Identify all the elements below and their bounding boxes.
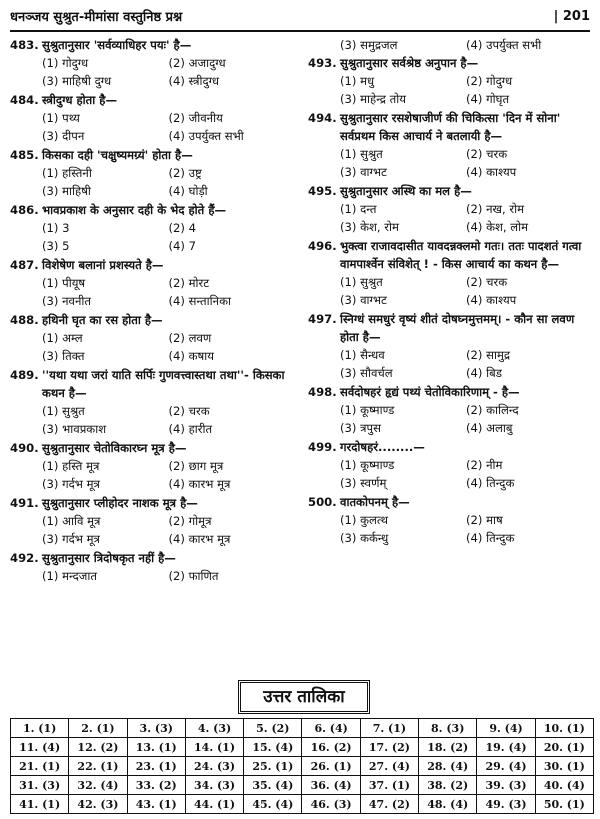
option: (1) दन्त [340, 202, 377, 216]
options-grid [10, 54, 295, 90]
question-text: गरदोषहरं........— [340, 440, 425, 454]
header-rule [10, 30, 590, 32]
answer-cell: 45. (4) [244, 795, 302, 814]
options-grid [308, 145, 592, 181]
page-number: | 201 [553, 8, 590, 24]
option: (2) फाणित [168, 569, 219, 583]
question-stem [10, 91, 295, 109]
question-stem [308, 383, 592, 401]
question-item [308, 54, 592, 108]
option: (1) मन्दजात [42, 569, 97, 583]
question-item [308, 237, 592, 309]
option: (3) समुद्रजल [340, 38, 398, 52]
option: (3) केश, रोम [340, 220, 399, 234]
question-item [10, 256, 295, 310]
option: (2) गोदुग्ध [466, 74, 513, 88]
answer-cell: 22. (1) [69, 757, 127, 776]
question-number: 493. [308, 56, 337, 70]
option: (2) लवण [168, 331, 212, 345]
option: (4) बिड [466, 366, 502, 380]
option: (2) चरक [168, 404, 210, 418]
answer-cell: 49. (3) [477, 795, 535, 814]
answer-cell: 13. (1) [127, 738, 185, 757]
answer-cell: 35. (4) [244, 776, 302, 795]
options-grid [308, 346, 592, 382]
option: (1) पीयूष [42, 276, 86, 290]
option: (4) 7 [168, 239, 196, 253]
question-text: सुश्रुतानुसार अस्थि का मल है— [340, 184, 472, 198]
answer-cell: 5. (2) [244, 719, 302, 738]
answer-row [11, 757, 594, 776]
answer-cell: 30. (1) [535, 757, 593, 776]
question-item [10, 146, 295, 200]
option: (4) केश, लोम [466, 220, 529, 234]
answer-cell: 8. (3) [419, 719, 477, 738]
options-grid [308, 456, 592, 492]
options-grid [10, 109, 295, 145]
option: (2) चरक [466, 147, 508, 161]
option: (1) सुश्रुत [340, 275, 383, 289]
option: (4) कषाय [168, 349, 214, 363]
options-grid [10, 512, 295, 548]
option: (2) उष्ट्र [168, 166, 202, 180]
option: (2) जीवनीय [168, 111, 223, 125]
option: (1) मधु [340, 74, 375, 88]
answer-cell: 3. (3) [127, 719, 185, 738]
option: (3) वाग्भट [340, 293, 387, 307]
option: (2) अजादुग्ध [168, 56, 226, 70]
option: (1) गोदुग्ध [42, 56, 89, 70]
answer-row [11, 795, 594, 814]
options-grid [308, 401, 592, 437]
question-item [10, 366, 295, 438]
question-number: 484. [10, 93, 39, 107]
question-number: 485. [10, 148, 39, 162]
question-item [308, 109, 592, 181]
question-stem [10, 201, 295, 219]
option: (2) छाग मूत्र [168, 459, 224, 473]
question-text: स्त्रीदुग्ध होता है— [42, 93, 118, 107]
answer-cell: 2. (1) [69, 719, 127, 738]
option: (3) तिक्त [42, 349, 85, 363]
question-stem [308, 493, 592, 511]
question-text: सुश्रुतानुसार प्लीहोदर नाशक मूत्र है— [42, 496, 198, 510]
options-grid [10, 329, 295, 365]
option: (3) त्रपुस [340, 421, 381, 435]
option: (1) हस्ति मूत्र [42, 459, 100, 473]
question-stem [308, 237, 592, 273]
option: (2) सामुद्र [466, 348, 511, 362]
option: (3) माहेन्द्र तोय [340, 92, 406, 106]
options-grid [308, 273, 592, 309]
continued-options [308, 36, 592, 54]
answer-cell: 27. (4) [360, 757, 418, 776]
question-stem [10, 146, 295, 164]
question-number: 487. [10, 258, 39, 272]
answer-cell: 29. (4) [477, 757, 535, 776]
question-stem [308, 182, 592, 200]
answer-cell: 32. (4) [69, 776, 127, 795]
answer-row [11, 738, 594, 757]
option: (3) स्वर्णम् [340, 476, 387, 490]
option: (1) हस्तिनी [42, 166, 92, 180]
answer-cell: 24. (3) [185, 757, 243, 776]
option: (4) तिन्दुक [466, 476, 515, 490]
question-text: सुश्रुतानुसार त्रिदोषकृत नहीं है— [42, 551, 176, 565]
answer-cell: 40. (4) [535, 776, 593, 795]
question-text: स्निग्धं समधुरं वृष्यं शीतं दोषघ्नमुत्तमम्। - कौन सा लवण होता है— [340, 312, 575, 344]
question-stem [10, 549, 295, 567]
answer-cell: 43. (1) [127, 795, 185, 814]
option: (4) स्त्रीदुग्ध [168, 74, 220, 88]
option: (4) सन्तानिका [168, 294, 231, 308]
question-number: 483. [10, 38, 39, 52]
option: (2) कालिन्द [466, 403, 519, 417]
option: (2) चरक [466, 275, 508, 289]
option: (3) कर्कन्धु [340, 531, 389, 545]
option: (2) नीम [466, 458, 503, 472]
option: (4) कारभ मूत्र [168, 477, 231, 491]
option: (4) तिन्दुक [466, 531, 515, 545]
options-grid [308, 200, 592, 236]
question-item [10, 549, 295, 585]
question-item [10, 311, 295, 365]
option: (1) 3 [42, 221, 70, 235]
question-item [10, 91, 295, 145]
question-number: 496. [308, 239, 337, 253]
answer-cell: 34. (3) [185, 776, 243, 795]
question-text: सुश्रुतानुसार 'सर्वव्याधिहर पयः' है— [42, 38, 192, 52]
options-grid [10, 274, 295, 310]
right-column [308, 36, 592, 548]
question-item [308, 310, 592, 382]
question-item [10, 36, 295, 90]
options-grid [10, 402, 295, 438]
question-text: वातकोपनम् है— [340, 495, 410, 509]
question-text: सुश्रुतानुसार सर्वश्रेष्ठ अनुपान है— [340, 56, 479, 70]
question-number: 492. [10, 551, 39, 565]
question-stem [10, 311, 295, 329]
option: (1) कूष्माण्ड [340, 403, 395, 417]
answer-cell: 20. (1) [535, 738, 593, 757]
answer-cell: 33. (2) [127, 776, 185, 795]
question-stem [308, 310, 592, 346]
page-header [10, 4, 590, 28]
question-item [10, 201, 295, 255]
answer-cell: 44. (1) [185, 795, 243, 814]
question-number: 497. [308, 312, 337, 326]
question-text: भावप्रकाश के अनुसार दही के भेद होते हैं— [42, 203, 227, 217]
question-item [10, 494, 295, 548]
option: (1) सुश्रुत [340, 147, 383, 161]
option: (3) नवनीत [42, 294, 92, 308]
answer-cell: 47. (2) [360, 795, 418, 814]
answer-cell: 36. (4) [302, 776, 360, 795]
question-item [308, 383, 592, 437]
option: (1) आवि मूत्र [42, 514, 101, 528]
question-number: 500. [308, 495, 337, 509]
option: (2) गोमूत्र [168, 514, 212, 528]
question-number: 495. [308, 184, 337, 198]
question-number: 498. [308, 385, 337, 399]
option: (3) भावप्रकाश [42, 422, 107, 436]
question-stem [10, 439, 295, 457]
option: (2) नख, रोम [466, 202, 525, 216]
answer-row [11, 776, 594, 795]
options-grid [10, 164, 295, 200]
option: (4) अलाबु [466, 421, 513, 435]
option: (4) काश्यप [466, 293, 517, 307]
answer-key-table [10, 718, 594, 814]
question-text: सुश्रुतानुसार रसशेषाजीर्ण की चिकित्सा 'दिन में सोना' सर्वप्रथम किस आचार्य ने बतलायी है— [340, 111, 561, 143]
answer-cell: 41. (1) [11, 795, 69, 814]
question-text: ''यथा यथा जरां याति सर्पिः गुणवत्त्वास्तथा तथा''- किसका कथन है— [42, 368, 285, 400]
option: (3) वाग्भट [340, 165, 387, 179]
answer-cell: 21. (1) [11, 757, 69, 776]
question-stem [308, 438, 592, 456]
question-stem [10, 36, 295, 54]
answer-cell: 16. (2) [302, 738, 360, 757]
answer-cell: 18. (2) [419, 738, 477, 757]
answer-cell: 25. (1) [244, 757, 302, 776]
answer-cell: 28. (4) [419, 757, 477, 776]
question-stem [10, 256, 295, 274]
option: (4) कारभ मूत्र [168, 532, 231, 546]
question-stem [308, 109, 592, 145]
question-number: 490. [10, 441, 39, 455]
question-text: विशेषेण बलानां प्रशस्यते है— [42, 258, 164, 272]
answer-cell: 23. (1) [127, 757, 185, 776]
answer-cell: 42. (3) [69, 795, 127, 814]
answer-cell: 6. (4) [302, 719, 360, 738]
question-number: 499. [308, 440, 337, 454]
question-number: 491. [10, 496, 39, 510]
answer-cell: 46. (3) [302, 795, 360, 814]
option: (4) हारीत [168, 422, 213, 436]
question-number: 494. [308, 111, 337, 125]
answer-cell: 17. (2) [360, 738, 418, 757]
answer-cell: 19. (4) [477, 738, 535, 757]
answer-cell: 37. (1) [360, 776, 418, 795]
option: (2) मोरट [168, 276, 210, 290]
option: (1) पथ्य [42, 111, 80, 125]
option: (3) गर्दभ मूत्र [42, 532, 100, 546]
option: (3) माहिषी दुग्ध [42, 74, 112, 88]
answer-cell: 38. (2) [419, 776, 477, 795]
option: (4) उपर्युक्त सभी [466, 38, 542, 52]
book-title: धनञ्जय सुश्रुत-मीमांसा वस्तुनिष्ठ प्रश्न [10, 10, 183, 25]
answer-cell: 26. (1) [302, 757, 360, 776]
question-text: हथिनी घृत का रस होता है— [42, 313, 163, 327]
answer-row [11, 719, 594, 738]
question-stem [308, 54, 592, 72]
option: (3) 5 [42, 239, 70, 253]
options-grid [10, 457, 295, 493]
left-column [10, 36, 295, 586]
option: (3) गर्दभ मूत्र [42, 477, 100, 491]
option: (1) सुश्रुत [42, 404, 85, 418]
option: (4) उपर्युक्त सभी [168, 129, 244, 143]
option: (3) दीपन [42, 129, 85, 143]
option: (1) अम्ल [42, 331, 83, 345]
option: (2) माष [466, 513, 503, 527]
option: (1) सैन्धव [340, 348, 385, 362]
question-item [10, 439, 295, 493]
answer-cell: 7. (1) [360, 719, 418, 738]
options-grid [10, 219, 295, 255]
answer-cell: 14. (1) [185, 738, 243, 757]
option: (1) कुलत्थ [340, 513, 389, 527]
answer-cell: 31. (3) [11, 776, 69, 795]
question-text: सर्वदोषहरं हृद्यं पथ्यं चेतोविकारिणाम् - है— [340, 385, 520, 399]
question-stem [10, 366, 295, 402]
options-grid [308, 72, 592, 108]
option: (4) गोघृत [466, 92, 510, 106]
question-item [308, 182, 592, 236]
question-number: 488. [10, 313, 39, 327]
answer-key-title: उत्तर तालिका [238, 680, 370, 714]
question-text: किसका दही 'चक्षुष्यमग्र्यं' होता है— [42, 148, 193, 162]
answer-cell: 4. (3) [185, 719, 243, 738]
question-text: भुक्त्वा राजावदासीत यावदन्नक्लमो गतः। ततः पादशतं गत्वा वामपार्श्वेन संविशेत् ! - किस आचार्य का कथन है— [340, 239, 582, 271]
question-item [308, 493, 592, 547]
question-stem [10, 494, 295, 512]
question-item [308, 438, 592, 492]
option: (4) घोड़ी [168, 184, 208, 198]
options-grid [308, 511, 592, 547]
question-number: 486. [10, 203, 39, 217]
option: (3) माहिषी [42, 184, 91, 198]
answer-cell: 1. (1) [11, 719, 69, 738]
option: (3) सौवर्चल [340, 366, 393, 380]
question-number: 489. [10, 368, 39, 382]
option: (4) काश्यप [466, 165, 517, 179]
answer-cell: 48. (4) [419, 795, 477, 814]
answer-cell: 39. (3) [477, 776, 535, 795]
answer-cell: 50. (1) [535, 795, 593, 814]
answer-cell: 15. (4) [244, 738, 302, 757]
options-grid [10, 567, 295, 585]
answer-cell: 10. (1) [535, 719, 593, 738]
answer-cell: 9. (4) [477, 719, 535, 738]
option: (1) कूष्माण्ड [340, 458, 395, 472]
question-text: सुश्रुतानुसार चेतोविकारघ्न मूत्र है— [42, 441, 187, 455]
answer-cell: 11. (4) [11, 738, 69, 757]
answer-cell: 12. (2) [69, 738, 127, 757]
option: (2) 4 [168, 221, 196, 235]
